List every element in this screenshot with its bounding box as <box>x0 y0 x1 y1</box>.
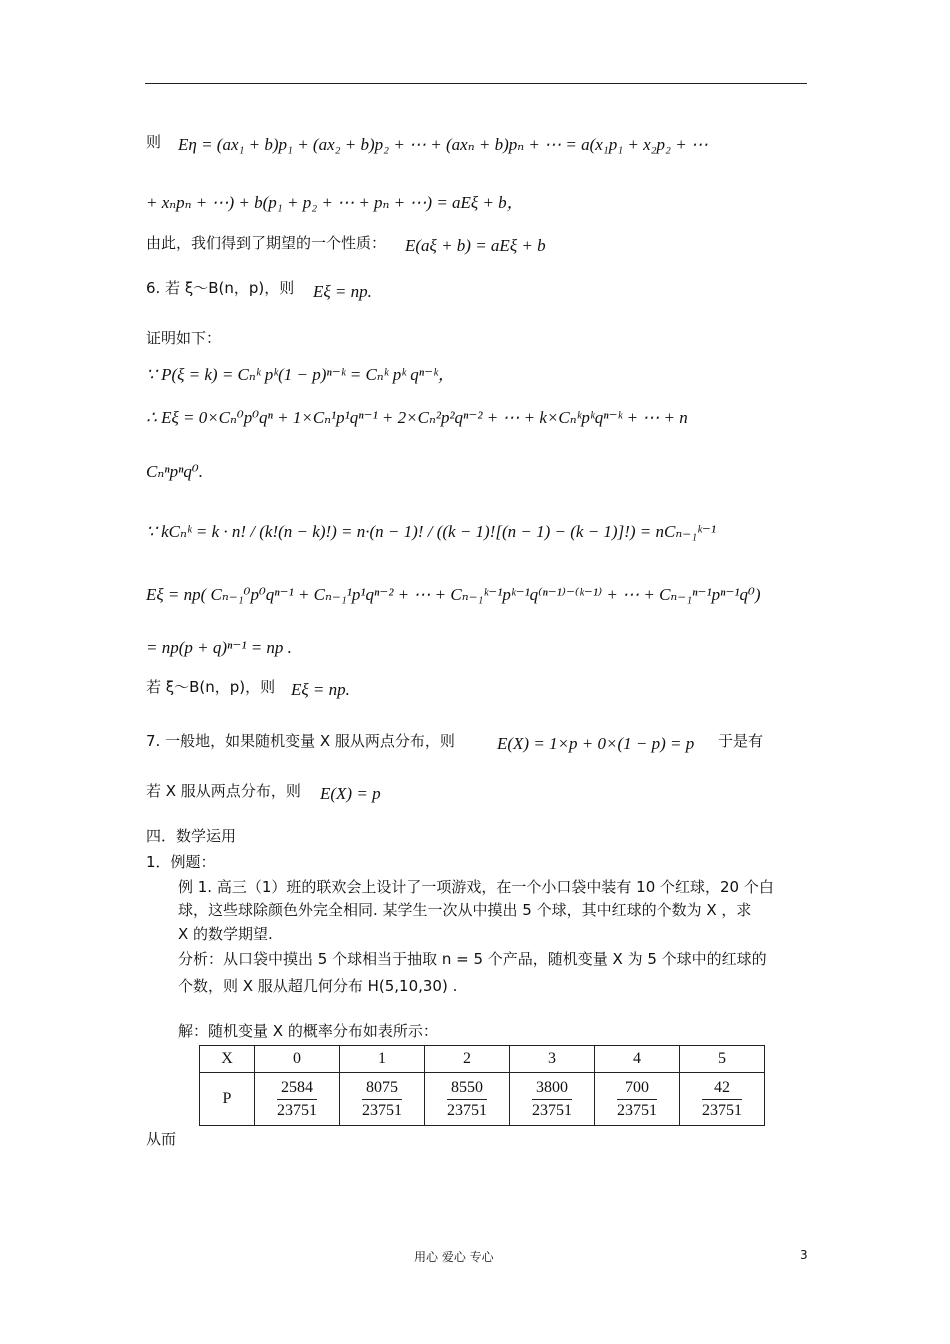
example-1-line-2: 球，这些球除颜色外完全相同. 某学生一次从中摸出 5 个球，其中红球的个数为 X ，求 <box>178 901 752 919</box>
table-header-cell: 5 <box>680 1046 765 1073</box>
equation-result-np: = np(p + q)ⁿ⁻¹ = np . <box>146 638 292 657</box>
proof-heading: 证明如下： <box>146 329 222 347</box>
property-intro-text: 由此，我们得到了期望的一个性质： <box>146 234 387 252</box>
page-number: 3 <box>800 1248 808 1262</box>
fraction-numerator: 2584 <box>277 1079 317 1100</box>
fraction <box>447 1079 487 1120</box>
table-header-cell: 0 <box>255 1046 340 1073</box>
table-header-cell: 3 <box>510 1046 595 1073</box>
item-6-text: 6. 若 ξ～B(n，p)，则 <box>146 279 295 297</box>
fraction <box>617 1079 657 1120</box>
probability-cell <box>255 1073 340 1126</box>
equation-expectation-sum: ∴ Eξ = 0×Cₙ⁰p⁰qⁿ + 1×Cₙ¹p¹qⁿ⁻¹ + 2×Cₙ²p²qⁿ⁻² + ⋯ + k×Cₙᵏpᵏqⁿ⁻ᵏ + ⋯ + n <box>146 408 688 427</box>
fraction-denominator: 23751 <box>447 1101 487 1119</box>
solution-line: 解：随机变量 X 的概率分布如表所示： <box>178 1022 438 1040</box>
table-header-cell: X <box>200 1046 255 1073</box>
binomial-conclusion-text: 若 ξ～B(n，p)，则 <box>146 678 276 696</box>
fraction <box>277 1079 317 1120</box>
fraction-denominator: 23751 <box>617 1101 657 1119</box>
table-header-cell: 1 <box>340 1046 425 1073</box>
probability-cell <box>510 1073 595 1126</box>
example-1-line-3: X 的数学期望. <box>178 925 273 943</box>
two-point-text: 若 X 服从两点分布，则 <box>146 782 301 800</box>
equation-expectation-np: Eξ = np( Cₙ₋₁⁰p⁰qⁿ⁻¹ + Cₙ₋₁¹p¹qⁿ⁻² + ⋯ + Cₙ₋₁ᵏ⁻¹pᵏ⁻¹q⁽ⁿ⁻¹⁾⁻⁽ᵏ⁻¹⁾ + ⋯ + Cₙ₋₁ⁿ⁻¹pⁿ⁻¹q⁰) <box>146 585 761 604</box>
fraction-denominator: 23751 <box>362 1101 402 1119</box>
fraction-numerator: 3800 <box>532 1079 572 1100</box>
property-formula: E(aξ + b) = aEξ + b <box>405 236 546 255</box>
line-1-prefix: 则 <box>146 133 162 151</box>
therefore-text: 从而 <box>146 1130 177 1148</box>
binomial-conclusion-formula: Eξ = np. <box>291 680 350 699</box>
header-rule <box>145 83 807 84</box>
equation-expectation-linear: Eη = (ax₁ + b)p₁ + (ax₂ + b)p₂ + ⋯ + (axₙ + b)pₙ + ⋯ = a(x₁p₁ + x₂p₂ + ⋯ <box>178 135 708 154</box>
example-heading: 1．例题： <box>146 853 216 871</box>
section-4-heading: 四．数学运用 <box>146 827 237 845</box>
equation-combination-identity: ∵ kCₙᵏ = k · n! / (k!(n − k)!) = n·(n − 1)! / ((k − 1)![(n − 1) − (k − 1)]!) = nCₙ₋₁ᵏ⁻¹ <box>146 522 716 541</box>
item-7-text: 7. 一般地，如果随机变量 X 服从两点分布，则 <box>146 732 455 750</box>
fraction-denominator: 23751 <box>702 1101 742 1119</box>
fraction <box>532 1079 572 1120</box>
fraction-denominator: 23751 <box>532 1101 572 1119</box>
item-6-formula: Eξ = np. <box>313 282 372 301</box>
item-7-formula: E(X) = 1×p + 0×(1 − p) = p <box>497 734 695 753</box>
analysis-line-2: 个数，则 X 服从超几何分布 H(5,10,30) . <box>178 977 458 995</box>
equation-binomial-prob: ∵ P(ξ = k) = Cₙᵏ pᵏ(1 − p)ⁿ⁻ᵏ = Cₙᵏ pᵏ qⁿ⁻ᵏ， <box>146 365 455 384</box>
item-7-tail: 于是有 <box>718 732 764 750</box>
fraction-numerator: 42 <box>702 1079 742 1100</box>
table-header-cell: 4 <box>595 1046 680 1073</box>
probability-cell <box>425 1073 510 1126</box>
table-header-cell: 2 <box>425 1046 510 1073</box>
example-1-line-1: 例 1. 高三（1）班的联欢会上设计了一项游戏，在一个小口袋中装有 10 个红球，20 个白 <box>178 878 774 896</box>
table-row-label: P <box>200 1073 255 1126</box>
fraction-numerator: 8550 <box>447 1079 487 1100</box>
probability-cell <box>340 1073 425 1126</box>
equation-expectation-sum-end: Cₙⁿpⁿq⁰. <box>146 462 204 481</box>
fraction <box>362 1079 402 1120</box>
fraction-numerator: 700 <box>617 1079 657 1100</box>
probability-distribution-table <box>199 1045 765 1126</box>
two-point-formula: E(X) = p <box>320 784 381 803</box>
fraction-denominator: 23751 <box>277 1101 317 1119</box>
probability-cell <box>595 1073 680 1126</box>
probability-cell <box>680 1073 765 1126</box>
fraction-numerator: 8075 <box>362 1079 402 1100</box>
footer-slogan: 用心 爱心 专心 <box>414 1250 494 1264</box>
equation-expectation-linear-cont: + xₙpₙ + ⋯) + b(p₁ + p₂ + ⋯ + pₙ + ⋯) = aEξ + b， <box>146 193 524 212</box>
analysis-line-1: 分析：从口袋中摸出 5 个球相当于抽取 n = 5 个产品，随机变量 X 为 5 个球中的红球的 <box>178 950 767 968</box>
fraction <box>702 1079 742 1120</box>
